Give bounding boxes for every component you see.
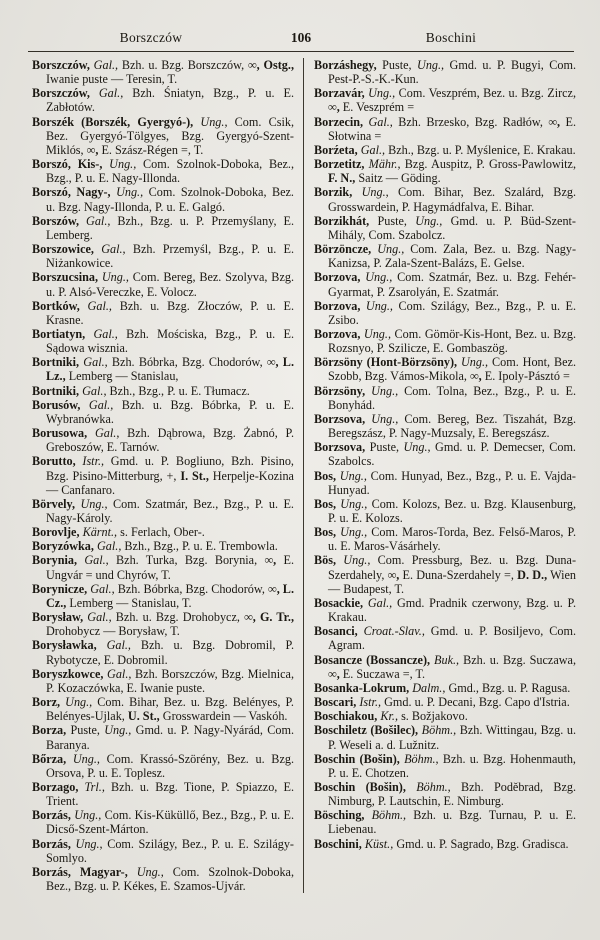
gazetteer-entry (32, 752, 294, 780)
running-head (0, 0, 600, 51)
entry-segment: Com. Hont, Bez. Szobb, Bzg. Vámos-Mikola, (328, 355, 577, 384)
entry-segment: Bortków, (32, 298, 80, 313)
entry-segment: Borzikhát, (314, 213, 370, 228)
entry-segment: Gmd. u. P. Decani, Bzg. Capo d'Istria. (381, 695, 570, 710)
entry-segment: Gal., (79, 383, 107, 398)
entry-segment: Com. Bereg, Bez. Tiszahát, Bzg. Beregszász, P. Nagy-Muzsaly, E. Beregszász. (328, 411, 576, 441)
gazetteer-entry (32, 610, 294, 638)
entry-segment: Ung., (99, 723, 132, 738)
entry-segment: Gal., (79, 298, 112, 313)
gazetteer-entry (314, 327, 576, 355)
entry-segment: Kr., (377, 709, 399, 724)
gazetteer-entry (314, 695, 576, 709)
entry-segment: s. Božjakovo. (398, 709, 468, 724)
gazetteer-entry (32, 837, 294, 865)
entry-segment: s. Ferlach, Ober-. (117, 525, 205, 540)
entry-segment: E. Ungvár = und Chyrów, T. (46, 553, 294, 582)
entry-segment: Borysławka, (32, 638, 97, 653)
gazetteer-entry (32, 157, 294, 185)
entry-segment: Borzás, Magyar-, (32, 864, 128, 879)
entry-segment: Borz, (32, 695, 61, 710)
entry-segment: Borusowa, (32, 426, 88, 441)
entry-segment: Böhm., (418, 723, 457, 738)
entry-segment: Bzh., Bzg. u. P. Przemyślany, E. Lemberg. (46, 213, 294, 242)
entry-segment: E. Słotwina = (328, 114, 576, 143)
entry-segment: Borynicze, (32, 581, 88, 596)
entry-segment: Gal., (79, 213, 111, 228)
entry-segment: Bzh. u. Bzg. Tione, P. Spiazzo, E. Trient. (46, 779, 294, 809)
entry-segment: Ung., (411, 58, 445, 72)
entry-segment: Ung., (66, 751, 100, 766)
entry-segment: Com. Kis-Küküllő, Bez., Bzg., P. u. E. Dicső-Szent-Márton. (46, 808, 294, 837)
gazetteer-entry (32, 497, 294, 525)
gazetteer-entry (314, 709, 576, 723)
entry-segment: Bőrza, (32, 751, 67, 766)
entry-segment: Ung., (406, 213, 443, 228)
gazetteer-entry (32, 695, 294, 723)
entry-segment: Bzh. u. Bzg. Bóbrka, P. u. E. Wybranówka. (46, 397, 295, 426)
gazetteer-entry (32, 185, 294, 213)
gazetteer-entry (32, 723, 294, 751)
entry-segment: Drohobycz — Borysław, T. (46, 624, 180, 639)
entry-segment: Bortniki, (32, 383, 80, 398)
entry-segment: F. N., (328, 171, 356, 186)
entry-segment: Borzsova, (314, 411, 366, 426)
entry-segment: Böhm., (405, 779, 451, 794)
entry-segment: Borzik, (314, 185, 353, 200)
entry-segment: E. Veszprém = (339, 100, 415, 115)
entry-segment: Puste, (66, 723, 100, 738)
entry-segment: Grosswardein — Vaskóh. (159, 709, 288, 724)
entry-segment: ∞, (86, 142, 99, 157)
entry-segment: Com. Hunyad, Bez., Bzg., P. u. E. Vajda-Hunyad. (328, 468, 576, 497)
entry-segment: Bzh. u. Bzg. Turnau, P. u. E. Liebenau. (328, 808, 577, 837)
gazetteer-entry (32, 780, 294, 808)
gazetteer-entry (314, 242, 576, 270)
gazetteer-entry (314, 624, 576, 652)
entry-segment: Bzh. Brzesko, Bzg. Radłów, (392, 114, 549, 129)
entry-segment: Gmd. u. P. Nagy-Nyárád, Com. Baranya. (46, 723, 294, 752)
entry-segment: Saitz — Göding. (355, 171, 441, 186)
gazetteer-entry (32, 525, 294, 539)
entry-segment: Bzh. u. Bzg. Drohobycz, (111, 610, 245, 625)
entry-segment: ∞, G. Tr., (244, 610, 294, 625)
entry-segment: Gmd. u. P. Demecser, Com. Szabolcs. (328, 440, 576, 469)
entry-segment: Borźeta, (314, 142, 358, 157)
entry-segment: Puste, (365, 440, 400, 455)
entry-segment: Bzh. Bóbrka, Bzg. Chodorów, (107, 355, 267, 370)
gazetteer-entry (314, 299, 576, 327)
entry-segment: Lemberg — Stanislau, T. (66, 595, 192, 610)
gazetteer-entry (32, 582, 294, 610)
entry-segment: Ung., (360, 298, 393, 313)
entry-segment: Ung., (110, 185, 144, 200)
entry-segment: E. Ipoly-Pásztó = (481, 369, 570, 384)
entry-segment: Gal., (87, 581, 115, 596)
entry-segment: Bos, (314, 468, 337, 483)
entry-segment: Ung., (336, 553, 371, 568)
entry-segment: ∞, (328, 100, 340, 115)
gazetteer-entry (314, 553, 576, 595)
gazetteer-entry (32, 384, 294, 398)
entry-segment: Bzh., Bzg., P. u. E. Tłumacz. (106, 383, 250, 398)
entry-segment: E. Suczawa =, T. (339, 666, 426, 681)
entry-segment: Borszczów, (32, 58, 90, 72)
entry-segment: ∞, L. Cz., (46, 581, 294, 610)
entry-segment: ∞, (469, 369, 482, 384)
entry-segment: Bzh. Bóbrka, Bzg. Chodorów, (114, 581, 268, 596)
entry-segment: Borszczów, (32, 86, 90, 101)
entry-segment: Com. Zala, Bez. u. Bzg. Nagy-Kanizsa, P. Zala-Szent-Balázs, E. Gelse. (328, 242, 577, 271)
entry-segment: Istr., (75, 454, 105, 469)
entry-segment: Gal., (89, 86, 124, 101)
entry-segment: Ung., (102, 157, 137, 172)
entry-segment: Bösching, (314, 808, 365, 823)
entry-segment: Bzh. Wittingau, Bzg. u. P. Weseli a. d. Lužnitz. (328, 723, 577, 752)
entry-segment: Boschini, (314, 836, 362, 851)
gazetteer-entry (314, 780, 576, 808)
entry-segment: Iwanie puste — Teresin, T. (46, 72, 178, 87)
entry-segment: Bosanka-Lokrum, (314, 680, 410, 695)
gazetteer-entry (314, 214, 576, 242)
running-head-left-word: Borszczów (119, 30, 183, 45)
entry-segment: Boschin (Bošin), (314, 751, 400, 766)
entry-segment: Bzh. Śniatyn, Bzg., P. u. E. Zabłotów. (46, 86, 294, 115)
entry-segment: Borzecin, (314, 114, 364, 129)
entry-segment: Gmd. Pradnik czerwony, Bzg. u. P. Krakau. (328, 595, 576, 625)
gazetteer-entry (314, 185, 576, 213)
entry-segment: Com. Krassó-Szörény, Bez. u. Bzg. Orsova, P. u. E. Toplesz. (46, 751, 294, 780)
entry-segment: Gal., (363, 595, 393, 610)
gazetteer-entry (32, 115, 294, 157)
entry-segment: Bzh. u. Bzg. Dobromil, P. Rybotycze, E. Dobromil. (46, 638, 294, 667)
gazetteer-entry (314, 525, 576, 553)
entry-segment: Ung., (98, 270, 129, 285)
entry-segment: Borynia, (32, 553, 78, 568)
gazetteer-entry (314, 412, 576, 440)
gazetteer-entry (314, 115, 576, 143)
entry-segment: Bzh., Bzg. u. P. Myślenice, E. Krakau. (385, 142, 576, 157)
entry-segment: Kärnt., (79, 525, 118, 540)
entry-segment: Bzh. u. Bzg. Złoczów, P. u. E. Krasne. (46, 298, 294, 327)
gazetteer-entry (32, 58, 294, 86)
entry-segment: Bzh., Bzg., P. u. E. Trembowla. (121, 539, 278, 554)
gazetteer-entry (314, 440, 576, 468)
entry-segment: Com. Gömör-Kis-Hont, Bez. u. Bzg. Rozsnyo, P. Szilicze, E. Gombaszög. (328, 326, 576, 356)
entry-segment: Böhm., (399, 751, 439, 766)
entry-segment: Boscari, (314, 695, 357, 710)
entry-segment: Ung., (336, 496, 368, 511)
gazetteer-entry (32, 454, 294, 496)
entry-segment: D. D., (517, 567, 548, 582)
entry-segment: Bzh. Poděbrad, Bzg. Nimburg, P. Lautschin, E. Nimburg. (328, 779, 576, 809)
entry-segment: Com. Maros-Torda, Bez. Felső-Maros, P. u. E. Maros-Vásárhely. (328, 525, 576, 554)
gazetteer-entry (314, 270, 576, 298)
entry-segment: Borzás, (32, 808, 71, 823)
gazetteer-entry (314, 596, 576, 624)
entry-segment: Küst., (361, 836, 394, 851)
entry-segment: Gal., (357, 142, 386, 157)
entry-segment: Boschiletz (Bošilec), (314, 723, 419, 738)
entry-segment: Borzova, (314, 326, 361, 341)
entry-segment: Ung., (70, 808, 102, 823)
entry-segment: Bzg. Auspitz, P. Gross-Pawlowitz, (400, 157, 577, 172)
entry-segment: Com. Veszprém, Bez. u. Bzg. Zircz, (395, 86, 576, 101)
entry-segment: Ung., (336, 468, 367, 483)
entry-segment: Ung., (364, 86, 396, 101)
gazetteer-entry (314, 808, 576, 836)
entry-segment: Boschin (Bošin), (314, 779, 406, 794)
entry-segment: Com. Pressburg, Bez. u. Bzg. Duna-Szerdahely, (328, 553, 576, 582)
entry-segment: Boryszkowce, (32, 666, 104, 681)
entry-segment: E. Szász-Régen =, T. (98, 142, 204, 157)
entry-segment: Ung., (70, 836, 103, 851)
entry-segment: Trl., (78, 779, 105, 794)
gazetteer-entry (314, 497, 576, 525)
entry-segment: Bös, (314, 553, 337, 568)
entry-segment: E. Duna-Szerdahely =, (399, 567, 518, 582)
entry-segment: Ung., (365, 411, 399, 426)
gazetteer-entry (32, 270, 294, 298)
entry-segment: Ung., (193, 114, 228, 129)
gazetteer-entry (314, 681, 576, 695)
gazetteer-entry (32, 667, 294, 695)
entry-segment: Borza, (32, 723, 67, 738)
gazetteer-entry (32, 398, 294, 426)
two-column-body (0, 52, 600, 893)
gazetteer-entry (314, 653, 576, 681)
gazetteer-entry (314, 752, 576, 780)
entry-segment: Bzh. u. Bzg. Hohenmauth, P. u. E. Chotzen. (328, 751, 576, 780)
gazetteer-entry (314, 143, 576, 157)
entry-segment: Dalm., (409, 680, 446, 695)
entry-segment: Bortniki, (32, 355, 80, 370)
entry-segment: Gal., (80, 397, 114, 412)
gazetteer-entry (32, 214, 294, 242)
entry-segment: Börvely, (32, 496, 75, 511)
entry-segment: Börzsöny, (314, 383, 366, 398)
entry-segment: Borszó, Kis-, (32, 157, 103, 172)
entry-segment: Ung., (336, 525, 368, 540)
entry-segment: ∞, Ostg., (247, 58, 294, 72)
entry-segment: Boschiakou, (314, 709, 378, 724)
gazetteer-entry (314, 58, 576, 86)
entry-segment: Ung., (60, 695, 93, 710)
entry-segment: Böhm., (364, 808, 407, 823)
entry-segment: Wien — Budapest, T. (328, 567, 577, 596)
entry-segment: Gal., (93, 242, 126, 257)
entry-segment: Gal., (103, 666, 132, 681)
entry-segment: Ung., (399, 440, 431, 455)
entry-segment: I. St., (180, 468, 209, 483)
entry-segment: Bzh. Dąbrowa, Bzg. Żabnó, P. Greboszów, E. Tarnów. (46, 426, 294, 455)
entry-segment: Börzsöny (Hont-Börzsöny), (314, 355, 458, 370)
page-number: 106 (290, 30, 312, 45)
entry-segment: Com. Szilágy, Bez., Bzg., P. u. E. Zsibo. (328, 298, 576, 327)
entry-segment: Borszów, (32, 213, 80, 228)
entry-segment: Ung., (371, 242, 405, 257)
entry-segment: Gal., (77, 553, 109, 568)
entry-segment: Ung., (352, 185, 389, 200)
entry-segment: Com. Bereg, Bez. Szolyva, Bzg. u. P. Alsó-Vereczke, E. Volocz. (46, 270, 294, 299)
entry-segment: Gmd. u. P. Bosiljevo, Com. Agram. (328, 624, 576, 653)
entry-segment: Börzöncze, (314, 242, 372, 257)
entry-segment: Ung., (360, 326, 391, 341)
entry-segment: Gal., (87, 426, 120, 441)
entry-segment: Gal., (96, 638, 131, 653)
entry-segment: Bzh. Borszczów, Bzg. Mielnica, P. Kozaczówka, E. Iwanie puste. (46, 666, 295, 695)
entry-segment: Borutto, (32, 454, 76, 469)
entry-segment: Borszék (Borszék, Gyergyó-), (32, 114, 194, 129)
gazetteer-entry (314, 157, 576, 185)
entry-segment: Bos, (314, 496, 337, 511)
entry-segment: Borzova, (314, 270, 361, 285)
entry-segment: Ung., (457, 355, 489, 370)
entry-segment: Borszó, Nagy-, (32, 185, 111, 200)
entry-segment: Com. Bihar, Bez. u. Bzg. Belényes, P. Belényes-Ujlak, (46, 695, 294, 724)
gazetteer-entry (314, 384, 576, 412)
entry-segment: Borusów, (32, 397, 81, 412)
entry-segment: Puste, (376, 58, 412, 72)
entry-segment: Borzavár, (314, 86, 365, 101)
entry-segment: Com. Bihar, Bez. Szalárd, Bzg. Grosswardein, P. Hagymádfalva, E. Bihar. (328, 185, 576, 214)
entry-segment: ∞, L. Lz., (46, 355, 294, 384)
entry-segment: Com. Szilágy, Bez., P. u. E. Szilágy-Somlyo. (46, 836, 294, 865)
entry-segment: Bos, (314, 525, 337, 540)
entry-segment: Puste, (369, 213, 407, 228)
gazetteer-entry (32, 242, 294, 270)
entry-segment: Borzsova, (314, 440, 366, 455)
gazetteer-entry (314, 723, 576, 751)
entry-segment: Gmd., Bzg. u. P. Ragusa. (445, 680, 571, 695)
entry-segment: Borovlje, (32, 525, 80, 540)
entry-segment: Croat.-Slav., (357, 624, 425, 639)
entry-segment: Gal., (85, 326, 118, 341)
gazetteer-entry (32, 426, 294, 454)
entry-segment: Bzh. Przemyśl, Bzg., P. u. E. Niżankowice. (46, 242, 295, 271)
entry-segment: Com. Szolnok-Doboka, Bez., Bzg., P. u. E. Nagy-Illonda. (46, 157, 294, 186)
entry-segment: U. St., (127, 709, 160, 724)
entry-segment: Com. Szatmár, Bez. u. Bzg. Fehér-Gyarmat, P. Zsarolyán, E. Szatmár. (328, 270, 576, 299)
entry-segment: Ung., (127, 864, 164, 879)
entry-segment: Bosancze (Bossancze), (314, 652, 431, 667)
entry-segment: ∞, (387, 567, 400, 582)
gazetteer-entry (32, 638, 294, 666)
entry-segment: Ung., (75, 496, 108, 511)
entry-segment: Gmd. u. P. Bugyi, Com. Pest-P.-S.-K.-Kun. (328, 58, 576, 87)
entry-segment: Boryzówka, (32, 539, 94, 554)
entry-segment: Borszucsina, (32, 270, 99, 285)
gazetteer-entry (32, 86, 294, 114)
gazetteer-entry (32, 539, 294, 553)
entry-segment: Borzago, (32, 779, 79, 794)
gazetteer-entry (314, 469, 576, 497)
entry-segment: ∞, (264, 553, 277, 568)
column-left (32, 58, 303, 893)
running-head-right-word: Boschini (425, 30, 477, 45)
entry-segment: Gal., (363, 114, 393, 129)
entry-segment: Com. Csik, Bez. Gyergyó-Tölgyes, Bzg. Gyergyó-Szent-Miklós, (46, 114, 294, 157)
entry-segment: Bzh. u. Bzg. Borszczów, (118, 58, 248, 72)
entry-segment: Borzetitz, (314, 157, 365, 172)
gazetteer-entry (32, 865, 294, 893)
entry-segment: Herpelje-Kozina — Canfanaro. (46, 468, 294, 497)
entry-segment: Gal., (83, 610, 112, 625)
entry-segment: Istr., (356, 695, 382, 710)
gazetteer-entry (32, 299, 294, 327)
entry-segment: Borysław, (32, 610, 84, 625)
entry-segment: Buk., (430, 652, 460, 667)
entry-segment: ∞, (548, 114, 561, 129)
entry-segment: Borszowice, (32, 242, 94, 257)
entry-segment: Borzova, (314, 298, 361, 313)
entry-segment: Gal., (93, 539, 122, 554)
entry-segment: Com. Szolnok-Doboka, Bez., Bzg. u. P. Kékes, E. Szamos-Ujvár. (46, 864, 294, 894)
entry-segment: Mähr., (364, 157, 401, 172)
entry-segment: Bosanci, (314, 624, 358, 639)
entry-segment: Com. Kolozs, Bez. u. Bzg. Klausenburg, P. u. E. Kolozs. (328, 496, 576, 525)
gazetteer-entry (314, 355, 576, 383)
entry-segment: Com. Szatmár, Bez., Bzg., P. u. E. Nagy-Károly. (46, 496, 294, 525)
gazetteer-entry (32, 355, 294, 383)
gazetteer-entry (32, 553, 294, 581)
entry-segment: Com. Tolna, Bez., Bzg., P. u. E. Bonyhád. (328, 383, 576, 412)
entry-segment: Bzh. Mościska, Bzg., P. u. E. Sądowa wisznia. (46, 326, 294, 356)
entry-segment: Bosackie, (314, 595, 364, 610)
column-right (303, 58, 576, 893)
entry-segment: Gmd. u. P. Büd-Szent-Mihály, Com. Szabolcz. (328, 213, 576, 242)
entry-segment: Gal., (79, 355, 108, 370)
entry-segment: Gal., (89, 58, 119, 72)
entry-segment: Lemberg — Stanislau, (65, 369, 179, 384)
entry-segment: Borzáshegy, (314, 58, 377, 72)
gazetteer-entry (314, 86, 576, 114)
entry-segment: Ung., (365, 383, 399, 398)
gazetteer-entry (314, 837, 576, 851)
entry-segment: Com. Szolnok-Doboka, Bez. u. Bzg. Nagy-Illonda, P. u. E. Galgó. (46, 185, 294, 214)
entry-segment: Borzás, (32, 836, 71, 851)
gazetteer-entry (32, 808, 294, 836)
entry-segment: ∞, (328, 666, 340, 681)
entry-segment: Gmd. u. P. Sagrado, Bzg. Gradisca. (393, 836, 569, 851)
entry-segment: Gmd. u. P. Bogliuno, Bzh. Pisino, Bzg. Pisino-Mitterburg, +, (46, 454, 294, 483)
entry-segment: Ung., (360, 270, 393, 285)
entry-segment: Bzh. Turka, Bzg. Borynia, (108, 553, 265, 568)
entry-segment: Bzh. u. Bzg. Suczawa, (459, 652, 576, 667)
gazetteer-entry (32, 327, 294, 355)
entry-segment: Bortiatyn, (32, 326, 86, 341)
